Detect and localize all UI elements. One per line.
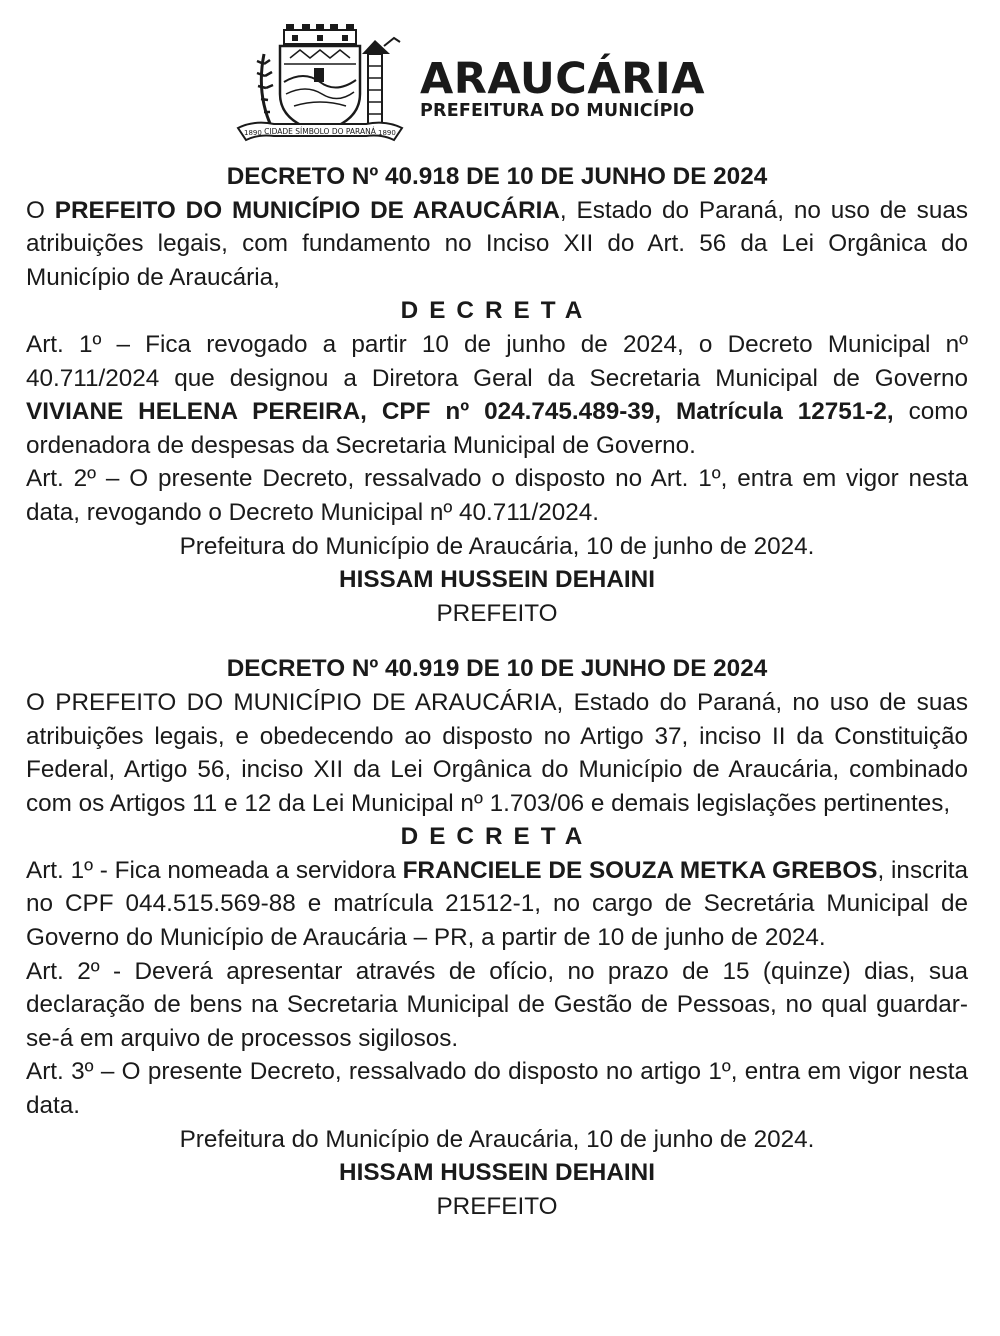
decree-40919: [26, 652, 968, 1223]
signer-role: PREFEITO: [436, 599, 558, 627]
article-1-bold-name: VIVIANE HELENA PEREIRA, CPF nº 024.745.489-39, Matrícula 12751-2,: [26, 398, 894, 426]
place-date: Prefeitura do Município de Araucária, 10 de junho de 2024.: [179, 532, 815, 560]
decree-title: DECRETO Nº 40.918 DE 10 DE JUNHO DE 2024: [226, 163, 768, 190]
brand-subtitle: PREFEITURA DO MUNICÍPIO: [420, 101, 695, 121]
signer-role: PREFEITO: [436, 1192, 558, 1220]
intro-bold-authority: PREFEITO DO MUNICÍPIO DE ARAUCÁRIA: [54, 196, 560, 224]
crest-motto: CIDADE SÍMBOLO DO PARANÁ: [264, 127, 376, 136]
municipal-coat-of-arms-icon: [234, 24, 406, 144]
signer-name: HISSAM HUSSEIN DEHAINI: [339, 566, 655, 594]
article-3: Art. 3º – O presente Decreto, ressalvado do disposto no artigo 1º, entra em vigor nesta data.: [26, 1058, 968, 1120]
page-header: [0, 0, 1000, 160]
decrees-document: [26, 160, 968, 1223]
decree-intro: O PREFEITO DO MUNICÍPIO DE ARAUCÁRIA, Estado do Paraná, no uso de suas atribuições legais, com fundamento no Inciso XII do Art. 56 da Lei Orgânica do Município de Araucária,: [26, 196, 968, 291]
decree-intro: O PREFEITO DO MUNICÍPIO DE ARAUCÁRIA, Estado do Paraná, no uso de suas atribuições legais, e obedecendo ao disposto no Artigo 37, inciso II da Constituição Federal, Artigo 56, inciso XII da Lei Orgânica do Município de Araucária, combinado com os Artigos 11 e 12 da Lei Municipal nº 1.703/06 e demais legislações pertinentes,: [26, 688, 968, 817]
decreta-heading: DECRETA: [400, 297, 594, 325]
decree-spacer: [26, 630, 968, 652]
decree-40918: [26, 160, 968, 630]
brand-block: [420, 56, 705, 120]
signer-name: HISSAM HUSSEIN DEHAINI: [339, 1159, 655, 1187]
crest-year-right: 1890: [378, 129, 396, 137]
decreta-heading: DECRETA: [400, 823, 594, 851]
article-2: Art. 2º – O presente Decreto, ressalvado o disposto no Art. 1º, entra em vigor nesta data, revogando o Decreto Municipal nº 40.711/2024.: [26, 465, 968, 526]
article-2: Art. 2º - Deverá apresentar através de ofício, no prazo de 15 (quinze) dias, sua declaração de bens na Secretaria Municipal de Gestão de Pessoas, no qual guardar-se-á em arquivo de processos sigilosos.: [26, 957, 968, 1052]
crest-year-left: 1890: [244, 129, 262, 137]
article-1: Art. 1º – Fica revogado a partir 10 de junho de 2024, o Decreto Municipal nº 40.711/2024 que designou a Diretora Geral da Secretaria Municipal de Governo VIVIANE HELENA PEREIRA, CPF nº 024.745.489-39, Matrícula 12751-2, como ordenadora de despesas da Secretaria Municipal de Governo.: [26, 330, 968, 459]
place-date: Prefeitura do Município de Araucária, 10 de junho de 2024.: [179, 1125, 815, 1153]
article-1: Art. 1º - Fica nomeada a servidora FRANCIELE DE SOUZA METKA GREBOS, inscrita no CPF 044.515.569-88 e matrícula 21512-1, no cargo de Secretária Municipal de Governo do Município de Araucária – PR, a partir de 10 de junho de 2024.: [26, 856, 968, 952]
decree-title: DECRETO Nº 40.919 DE 10 DE JUNHO DE 2024: [226, 655, 768, 683]
article-1-bold-name: FRANCIELE DE SOUZA METKA GREBOS: [402, 856, 878, 884]
brand-name: ARAUCÁRIA: [420, 54, 705, 104]
